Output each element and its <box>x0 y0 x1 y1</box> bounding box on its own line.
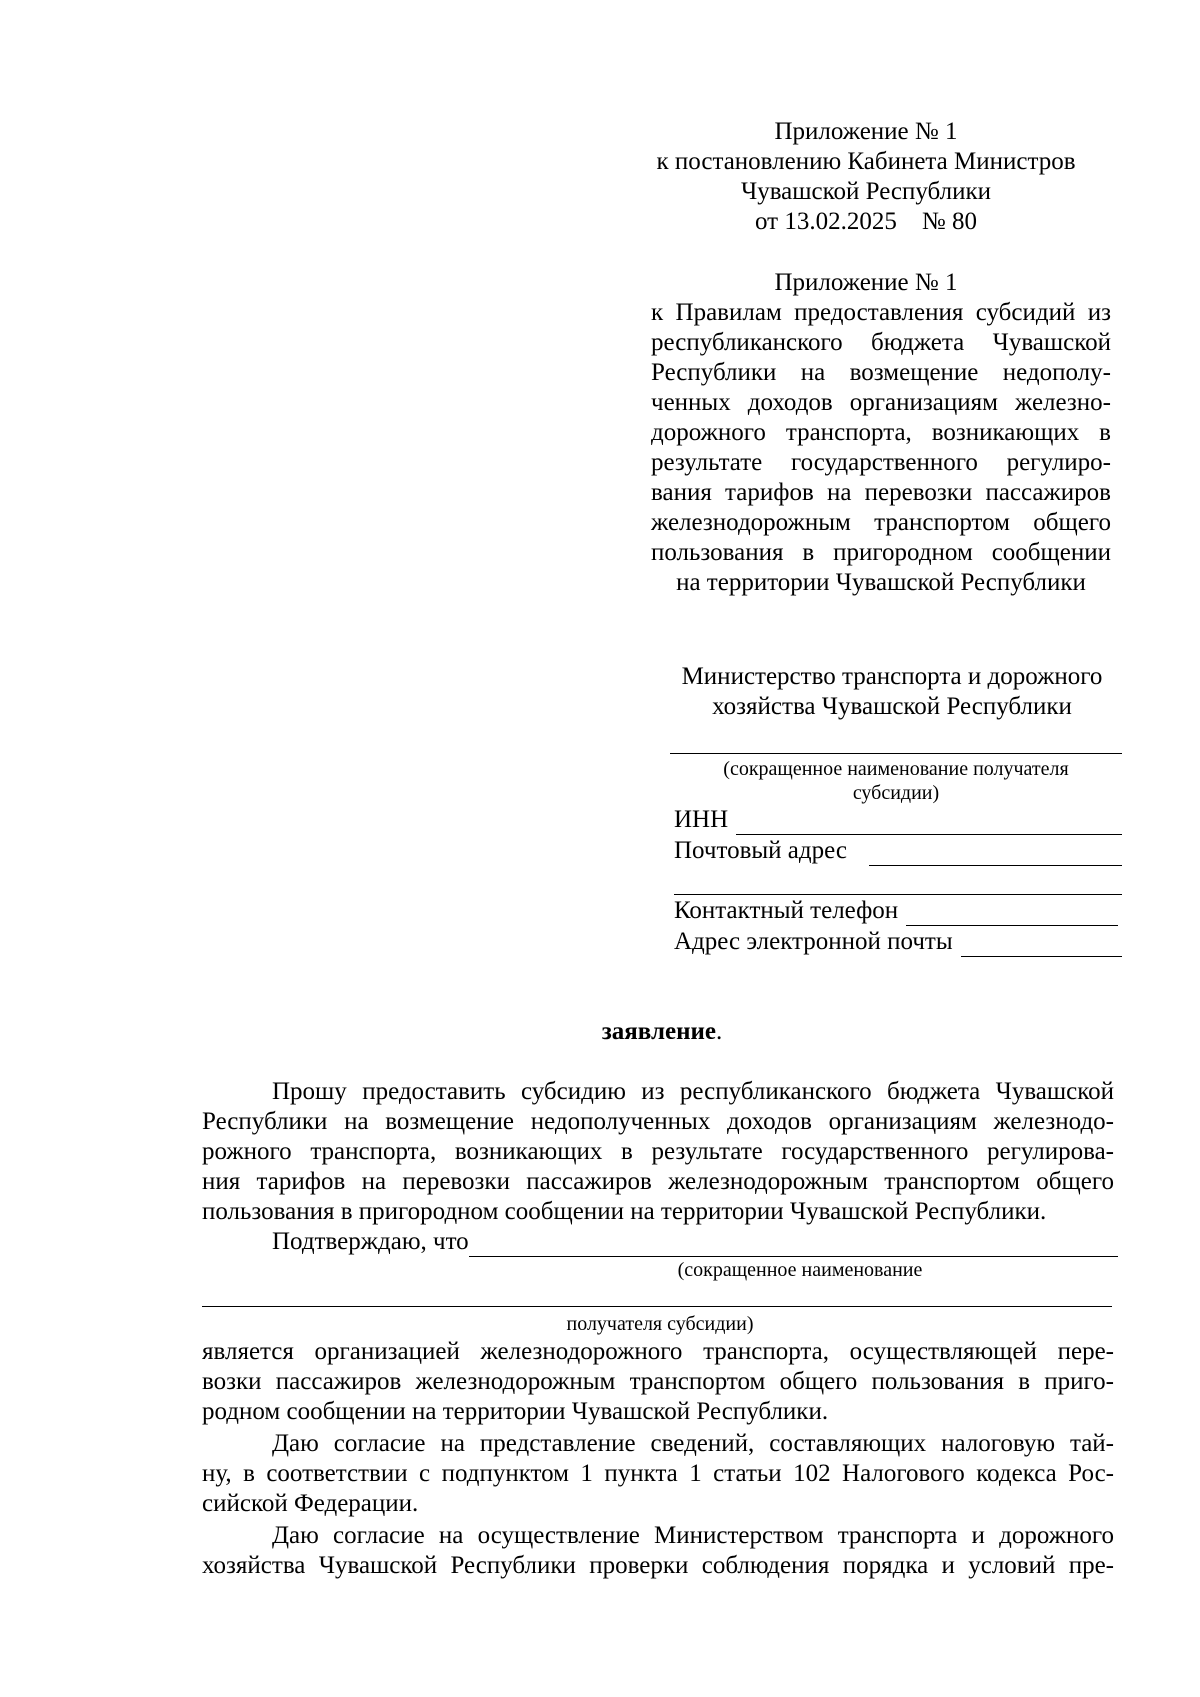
confirm-line-2[interactable] <box>202 1306 1112 1307</box>
paragraph-line: Прошу предоставить субсидию из республиканского бюджета Чувашской <box>272 1078 1114 1105</box>
paragraph-line: родном сообщении на территории Чувашской Республики. <box>202 1398 829 1425</box>
appendix-rules-line: к Правилам предоставления субсидий из <box>651 299 1111 326</box>
appendix-rules-title: Приложение № 1 <box>774 269 958 296</box>
paragraph-tax-consent <box>202 1429 1114 1519</box>
appendix-rules-line: на территории Чувашской Республики <box>676 569 1086 596</box>
paragraph-line: пользования в пригородном сообщении на территории Чувашской Республики. <box>202 1198 1047 1225</box>
paragraph-inspection-consent <box>202 1521 1114 1581</box>
paragraph-request <box>202 1077 1114 1227</box>
phone-label: Контактный телефон <box>674 897 899 924</box>
phone-line[interactable] <box>906 901 1118 926</box>
appendix-rules-line: дорожного транспорта, возникающих в <box>651 419 1111 446</box>
paragraph-line: хозяйства Чувашской Республики проверки соблюдения порядка и условий пре- <box>202 1552 1114 1579</box>
paragraph-line: Даю согласие на представление сведений, составляющих налоговую тай- <box>272 1430 1114 1457</box>
confirm-label: Подтверждаю, что <box>272 1228 469 1255</box>
email-line[interactable] <box>961 932 1122 957</box>
paragraph-line: Республики на возмещение недополученных доходов организациям железнодо- <box>202 1108 1114 1135</box>
appendix-rules-line: вания тарифов на перевозки пассажиров <box>651 479 1111 506</box>
email-field[interactable] <box>674 927 1122 957</box>
appendix-top-date-number: от 13.02.2025 № 80 <box>755 208 977 235</box>
appendix-top-line2: Чувашской Республики <box>740 178 992 205</box>
appendix-top-title: Приложение № 1 <box>774 118 958 145</box>
addressee-line1: Министерство транспорта и дорожного <box>681 663 1103 690</box>
appendix-rules-text <box>651 298 1111 598</box>
recipient-name-line[interactable] <box>670 753 1122 754</box>
paragraph-line: является организацией железнодорожного транспорта, осуществляющей пере- <box>202 1338 1114 1365</box>
appendix-rules-line: результате государственного регулиро- <box>651 449 1111 476</box>
inn-field[interactable] <box>674 805 1122 835</box>
appendix-rules-line: железнодорожным транспортом общего <box>651 509 1111 536</box>
appendix-rules-line: пользования в пригородном сообщении <box>651 539 1111 566</box>
paragraph-line: сийской Федерации. <box>202 1490 419 1517</box>
phone-field[interactable] <box>674 896 1118 926</box>
postal-address-label: Почтовый адрес <box>674 837 847 864</box>
recipient-caption-1: (сокращенное наименование получателя <box>723 758 1069 780</box>
postal-address-field[interactable] <box>674 836 1122 866</box>
paragraph-line: рожного транспорта, возникающих в результате государственного регулирова- <box>202 1138 1114 1165</box>
appendix-top-line1: к постановлению Кабинета Министров <box>656 148 1076 175</box>
recipient-caption-2: субсидии) <box>852 782 940 804</box>
paragraph-line: ну, в соответствии с подпунктом 1 пункта 1 статьи 102 Налогового кодекса Рос- <box>202 1460 1114 1487</box>
appendix-rules-line: ченных доходов организациям железно- <box>651 389 1111 416</box>
paragraph-line: ния тарифов на перевозки пассажиров железнодорожным транспортом общего <box>202 1168 1114 1195</box>
confirm-line[interactable] <box>469 1232 1118 1257</box>
addressee-line2: хозяйства Чувашской Республики <box>712 693 1072 720</box>
paragraph-confirmation <box>202 1337 1114 1427</box>
heading-dot: . <box>716 1018 723 1045</box>
appendix-rules-line: Республики на возмещение недополу- <box>651 359 1111 386</box>
heading-title: заявление <box>601 1018 717 1045</box>
document-heading <box>0 1017 1200 1047</box>
email-label: Адрес электронной почты <box>674 928 953 955</box>
postal-address-line[interactable] <box>869 841 1122 866</box>
confirm-caption-1: (сокращенное наименование <box>677 1259 923 1281</box>
confirm-field[interactable] <box>272 1227 1118 1257</box>
paragraph-line: Даю согласие на осуществление Министерством транспорта и дорожного <box>272 1522 1114 1549</box>
inn-line[interactable] <box>736 810 1122 835</box>
paragraph-line: возки пассажиров железнодорожным транспортом общего пользования в приго- <box>202 1368 1114 1395</box>
postal-address-line-2[interactable] <box>674 894 1122 895</box>
inn-label: ИНН <box>674 806 729 833</box>
confirm-caption-2: получателя субсидии) <box>566 1313 754 1335</box>
appendix-rules-line: республиканского бюджета Чувашской <box>651 329 1111 356</box>
